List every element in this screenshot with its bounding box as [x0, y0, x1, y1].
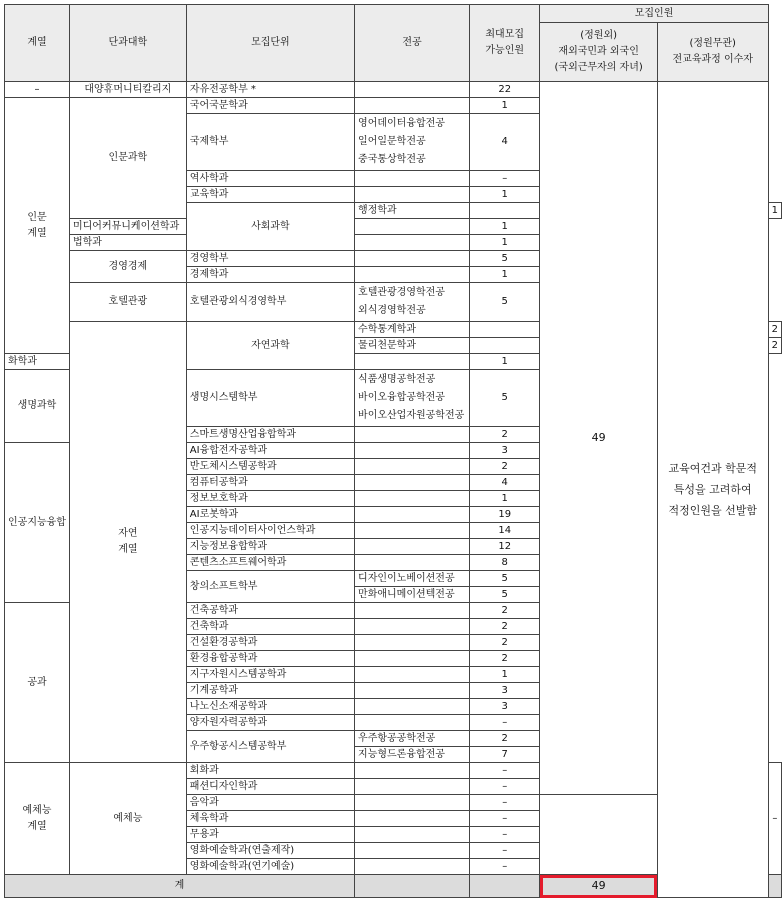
college-hotel: 호텔관광 — [69, 283, 186, 322]
max-cell: – — [469, 795, 540, 811]
track-arts — [5, 763, 70, 875]
major-cell — [355, 699, 470, 715]
major-cell — [355, 539, 470, 555]
college-business: 경영경제 — [69, 251, 186, 283]
max-cell: 1 — [469, 667, 540, 683]
track-arts-line1: 예체능 — [22, 804, 52, 816]
unit-cell: 물리천문학과 — [355, 338, 470, 354]
max-cell: 8 — [469, 555, 540, 571]
unit-cell: 회화과 — [186, 763, 354, 779]
unit-cell: AI융합전자공학과 — [186, 443, 354, 459]
max-cell: – — [469, 715, 540, 731]
max-cell: 19 — [469, 507, 540, 523]
max-cell: 4 — [469, 475, 540, 491]
max-cell: 1 — [469, 491, 540, 507]
unit-cell: 반도체시스템공학과 — [186, 459, 354, 475]
max-cell: – — [469, 827, 540, 843]
unit-cell: 체육학과 — [186, 811, 354, 827]
unit-cell: 음악과 — [186, 795, 354, 811]
unlimited-note-cell — [657, 82, 768, 898]
max-cell: 3 — [469, 683, 540, 699]
major-line: 바이오융합공학전공 — [358, 392, 445, 403]
max-cell: 1 — [469, 98, 540, 114]
unit-cell: 건축학과 — [186, 619, 354, 635]
unit-cell: 영화예술학과(연기예술) — [186, 859, 354, 875]
unit-cell: 역사학과 — [186, 171, 354, 187]
header-outside-line3: (국외근무자의 자녀) — [554, 62, 643, 73]
unit-cell: 우주항공시스템공학부 — [186, 731, 354, 763]
major-cell — [355, 98, 470, 114]
header-unlimited-line2: 전교육과정 이수자 — [672, 54, 753, 65]
max-cell: – — [469, 763, 540, 779]
unit-cell: 행정학과 — [355, 203, 470, 219]
unit-cell: 수학통계학과 — [355, 322, 470, 338]
max-cell: 2 — [469, 651, 540, 667]
max-cell: 14 — [469, 523, 540, 539]
unit-cell: 기계공학과 — [186, 683, 354, 699]
unit-cell: 창의소프트학부 — [186, 571, 354, 603]
major-cell — [355, 779, 470, 795]
major-line: 식품생명공학전공 — [358, 374, 436, 385]
major-cell — [355, 427, 470, 443]
major-cell — [355, 459, 470, 475]
header-max-line2: 가능인원 — [485, 45, 525, 56]
major-cell — [355, 827, 470, 843]
unit-cell: 미디어커뮤니케이션학과 — [69, 219, 186, 235]
major-cell — [355, 683, 470, 699]
table-row — [5, 82, 782, 98]
unlimited-note-line2: 특성을 고려하여 — [673, 483, 752, 496]
header-major: 전공 — [355, 5, 470, 82]
recruit-arts-cell: – — [768, 763, 781, 875]
major-line: 호텔관광경영학전공 — [358, 287, 445, 298]
unit-cell: 컴퓨터공학과 — [186, 475, 354, 491]
major-cell — [355, 843, 470, 859]
major-cell — [469, 203, 540, 219]
major-cell — [355, 507, 470, 523]
major-cell — [355, 667, 470, 683]
major-line: 외식경영학전공 — [358, 305, 426, 316]
total-unlimited-empty — [768, 875, 781, 898]
header-max-line1: 최대모집 — [485, 29, 525, 40]
max-cell: 1 — [469, 354, 540, 370]
major-cell-multi — [355, 114, 470, 171]
max-cell: 2 — [768, 322, 781, 338]
header-outside-quota — [540, 23, 657, 82]
admission-quota-table — [4, 4, 782, 898]
track-natural-line1: 자연 — [118, 528, 138, 539]
max-cell: 2 — [469, 635, 540, 651]
max-cell: 2 — [469, 731, 540, 747]
max-cell: 1 — [469, 219, 540, 235]
header-row-1 — [5, 5, 782, 23]
total-label: 계 — [5, 875, 355, 898]
major-cell-multi — [355, 370, 470, 427]
max-cell: 4 — [469, 114, 540, 171]
major-cell — [469, 322, 540, 338]
header-unlimited-line1: (정원무관) — [689, 38, 736, 49]
major-cell — [355, 523, 470, 539]
college-natural: 자연과학 — [186, 322, 354, 370]
max-cell: 2 — [469, 459, 540, 475]
unit-cell: 영화예술학과(연출제작) — [186, 843, 354, 859]
track-cell: – — [5, 82, 70, 98]
unit-cell: 건축공학과 — [186, 603, 354, 619]
header-track: 계열 — [5, 5, 70, 82]
unit-cell: 교육학과 — [186, 187, 354, 203]
unit-cell: 패션디자인학과 — [186, 779, 354, 795]
unit-cell: 환경융합공학과 — [186, 651, 354, 667]
major-cell-multi — [355, 283, 470, 322]
track-humanities-line2: 계열 — [27, 227, 47, 239]
major-cell — [355, 267, 470, 283]
max-cell: – — [469, 171, 540, 187]
unit-cell: 지능정보융합학과 — [186, 539, 354, 555]
max-cell: 7 — [469, 747, 540, 763]
max-cell: 12 — [469, 539, 540, 555]
total-recruit-highlight: 49 — [540, 875, 657, 898]
header-unit: 모집단위 — [186, 5, 354, 82]
college-humanities: 인문과학 — [69, 98, 186, 219]
college-engineering: 공과 — [5, 603, 70, 763]
max-cell: 1 — [469, 235, 540, 251]
unit-cell: 국제학부 — [186, 114, 354, 171]
major-cell — [355, 795, 470, 811]
major-cell — [355, 443, 470, 459]
header-recruit: 모집인원 — [540, 5, 768, 23]
track-humanities — [5, 98, 70, 354]
major-cell: 디자인이노베이션전공 — [355, 571, 470, 587]
major-cell — [355, 635, 470, 651]
unit-cell: 호텔관광외식경영학부 — [186, 283, 354, 322]
max-cell: 5 — [469, 571, 540, 587]
major-cell — [355, 235, 470, 251]
header-outside-line2: 재외국민과 외국인 — [558, 46, 639, 57]
max-cell: 3 — [469, 443, 540, 459]
unit-cell: AI로봇학과 — [186, 507, 354, 523]
major-cell — [355, 555, 470, 571]
max-cell: 2 — [469, 603, 540, 619]
unit-cell: 경영학부 — [186, 251, 354, 267]
major-cell: 우주항공공학전공 — [355, 731, 470, 747]
max-cell: 5 — [469, 283, 540, 322]
unlimited-note-line3: 적정인원을 선발함 — [668, 504, 757, 517]
unlimited-note-line1: 교육여건과 학문적 — [668, 462, 757, 475]
track-arts-line2: 계열 — [27, 820, 47, 832]
track-natural-line2: 계열 — [118, 544, 138, 555]
max-cell: 1 — [469, 187, 540, 203]
max-cell: 3 — [469, 699, 540, 715]
major-line: 바이오산업자원공학전공 — [358, 410, 465, 421]
max-cell: 1 — [768, 203, 781, 219]
unit-cell: 인공지능데이터사이언스학과 — [186, 523, 354, 539]
major-cell — [355, 603, 470, 619]
unit-cell: 생명시스템학부 — [186, 370, 354, 427]
unit-cell: 법학과 — [69, 235, 186, 251]
unit-cell: 나노신소재공학과 — [186, 699, 354, 715]
recruit-outside-cell: 49 — [540, 82, 657, 795]
major-line: 일어일문학전공 — [358, 136, 426, 147]
major-line: 중국통상학전공 — [358, 154, 426, 165]
max-cell: 1 — [469, 267, 540, 283]
unit-cell: 양자원자력공학과 — [186, 715, 354, 731]
total-major-empty — [355, 875, 470, 898]
track-natural — [69, 322, 186, 763]
max-cell: – — [469, 859, 540, 875]
max-cell: 2 — [469, 427, 540, 443]
max-cell: – — [469, 779, 540, 795]
major-cell: 지능형드론융합전공 — [355, 747, 470, 763]
major-cell — [355, 354, 470, 370]
major-line: 영어데이터융합전공 — [358, 118, 445, 129]
header-max — [469, 5, 540, 82]
unit-cell: 무용과 — [186, 827, 354, 843]
major-cell — [355, 251, 470, 267]
unit-cell: 자유전공학부 * — [186, 82, 354, 98]
college-ai: 인공지능융합 — [5, 443, 70, 603]
major-cell — [355, 491, 470, 507]
major-cell — [355, 651, 470, 667]
header-unlimited-quota — [657, 23, 768, 82]
admission-table-container — [4, 4, 782, 898]
major-cell — [355, 475, 470, 491]
major-cell — [355, 811, 470, 827]
unit-cell: 건설환경공학과 — [186, 635, 354, 651]
major-cell — [355, 187, 470, 203]
max-cell: 2 — [768, 338, 781, 354]
major-cell — [469, 338, 540, 354]
unit-cell: 스마트생명산업융합학과 — [186, 427, 354, 443]
max-cell: 5 — [469, 251, 540, 267]
major-cell — [355, 859, 470, 875]
max-cell: – — [469, 843, 540, 859]
unit-cell: 경제학과 — [186, 267, 354, 283]
major-cell — [355, 763, 470, 779]
unit-cell: 콘텐츠소프트웨어학과 — [186, 555, 354, 571]
unit-cell: 화학과 — [5, 354, 70, 370]
max-cell: 5 — [469, 587, 540, 603]
college-cell: 대양휴머니티칼리지 — [69, 82, 186, 98]
college-life: 생명과학 — [5, 370, 70, 443]
college-social: 사회과학 — [186, 203, 354, 251]
major-cell — [355, 82, 470, 98]
max-cell: 22 — [469, 82, 540, 98]
unit-cell: 국어국문학과 — [186, 98, 354, 114]
major-cell — [355, 219, 470, 235]
track-humanities-line1: 인문 — [27, 211, 47, 223]
major-cell — [355, 171, 470, 187]
header-outside-line1: (정원외) — [580, 30, 618, 41]
total-max-empty — [469, 875, 540, 898]
major-cell — [355, 715, 470, 731]
max-cell: 2 — [469, 619, 540, 635]
max-cell: 5 — [469, 370, 540, 427]
header-college: 단과대학 — [69, 5, 186, 82]
major-cell — [355, 619, 470, 635]
unit-cell: 정보보호학과 — [186, 491, 354, 507]
college-arts: 예체능 — [69, 763, 186, 875]
max-cell: – — [469, 811, 540, 827]
unit-cell: 지구자원시스템공학과 — [186, 667, 354, 683]
major-cell: 만화애니메이션텍전공 — [355, 587, 470, 603]
